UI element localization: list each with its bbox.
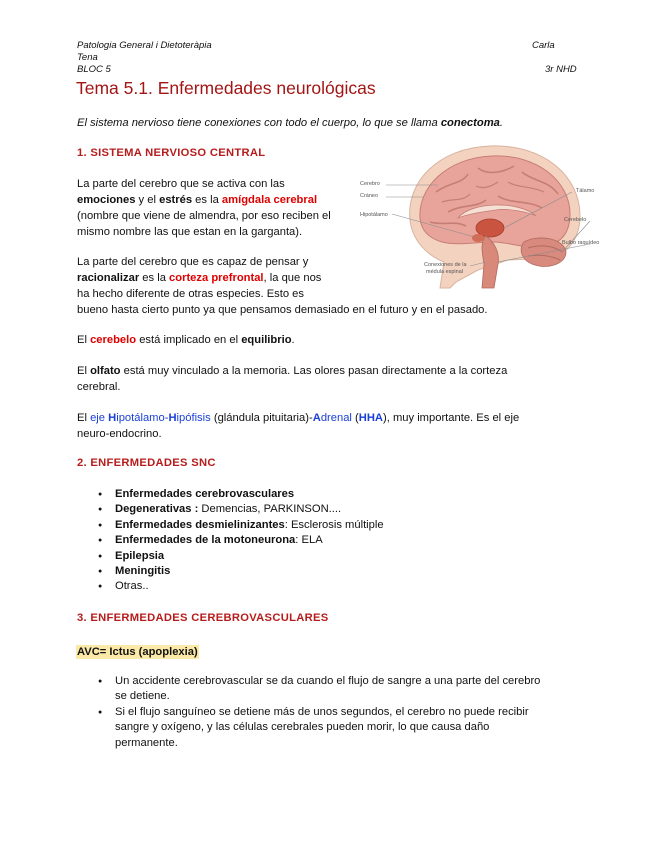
list-item: ● Si el flujo sanguíneo se detiene más de unos segundos, el cerebro no puede recibir sangre y oxígeno, y las células cerebrales pueden morir, lo que causa daño permanente. [76, 705, 540, 751]
list-item: ● Meningitis [76, 564, 384, 579]
list-item: ● Degenerativas : Demencias, PARKINSON.... [76, 502, 384, 517]
s1-paragraph-prefrontal: La parte del cerebro que es capaz de pensar y racionalizar es la corteza prefrontal, la que nos ha hecho diferente de otras especies. Esto es bueno hasta cierto punto ya que pensamos demasiado en el futuro y en el pasado. [77, 256, 488, 316]
label-hipotalamo: Hipotálamo [360, 212, 388, 218]
brain-sagittal-figure [358, 142, 603, 290]
header-course: 3r NHD [545, 64, 577, 75]
label-talamo: Tálamo [576, 188, 595, 194]
header-author-last: Tena [77, 52, 98, 63]
list-item: ● Otras.. [76, 579, 384, 594]
page-title: Tema 5.1. Enfermedades neurológicas [76, 78, 376, 98]
label-cerebelo: Cerebelo [564, 217, 587, 223]
section-2-heading: 2. ENFERMEDADES SNC [77, 457, 216, 469]
s1-paragraph-eje-hha: El eje Hipotálamo-Hipófisis (glándula pituitaria)-Adrenal (HHA), muy importante. Es el eje neuro-endocrino. [77, 412, 520, 440]
section-1-heading: 1. SISTEMA NERVIOSO CENTRAL [77, 147, 266, 159]
snc-diseases-list [76, 487, 384, 595]
brain-illustration [358, 142, 603, 290]
label-bulbo: Bulbo raquídeo [562, 240, 600, 246]
label-craneo: Cráneo [360, 193, 379, 199]
s1-paragraph-amigdala: La parte del cerebro que se activa con las emociones y el estrés es la amígdala cerebral (nombre que viene de almendra, por eso reciben el mismo nombre las que estan en la garganta). [77, 178, 331, 238]
list-item: ● Enfermedades cerebrovasculares [76, 487, 384, 502]
s1-paragraph-cerebelo: El cerebelo está implicado en el equilibrio. [77, 334, 295, 346]
intro-paragraph: El sistema nervioso tiene conexiones con todo el cuerpo, lo que se llama conectoma. [77, 117, 503, 129]
list-item: ● Un accidente cerebrovascular se da cuando el flujo de sangre a una parte del cerebro se detiene. [76, 674, 540, 705]
label-conexiones: Conexiones de la [424, 262, 467, 268]
list-item: ● Enfermedades de la motoneurona: ELA [76, 533, 384, 548]
s1-paragraph-olfato: El olfato está muy vinculado a la memoria. Las olores pasan directamente a la corteza cerebral. [77, 365, 508, 393]
avc-bullet-list [76, 674, 540, 751]
header-subject: Patologia General i Dietoteràpia [77, 40, 212, 51]
label-cerebro: Cerebro [360, 181, 380, 187]
section-3-heading: 3. ENFERMEDADES CEREBROVASCULARES [77, 612, 329, 624]
list-item: ● Enfermedades desmielinizantes: Esclerosis múltiple [76, 518, 384, 533]
avc-highlight: AVC= Ictus (apoplexia) [77, 646, 198, 658]
header-author-first: Carla [532, 40, 555, 51]
list-item: ● Epilepsia [76, 549, 384, 564]
label-medula: médula espinal [426, 269, 463, 275]
header-bloc: BLOC 5 [77, 64, 111, 75]
